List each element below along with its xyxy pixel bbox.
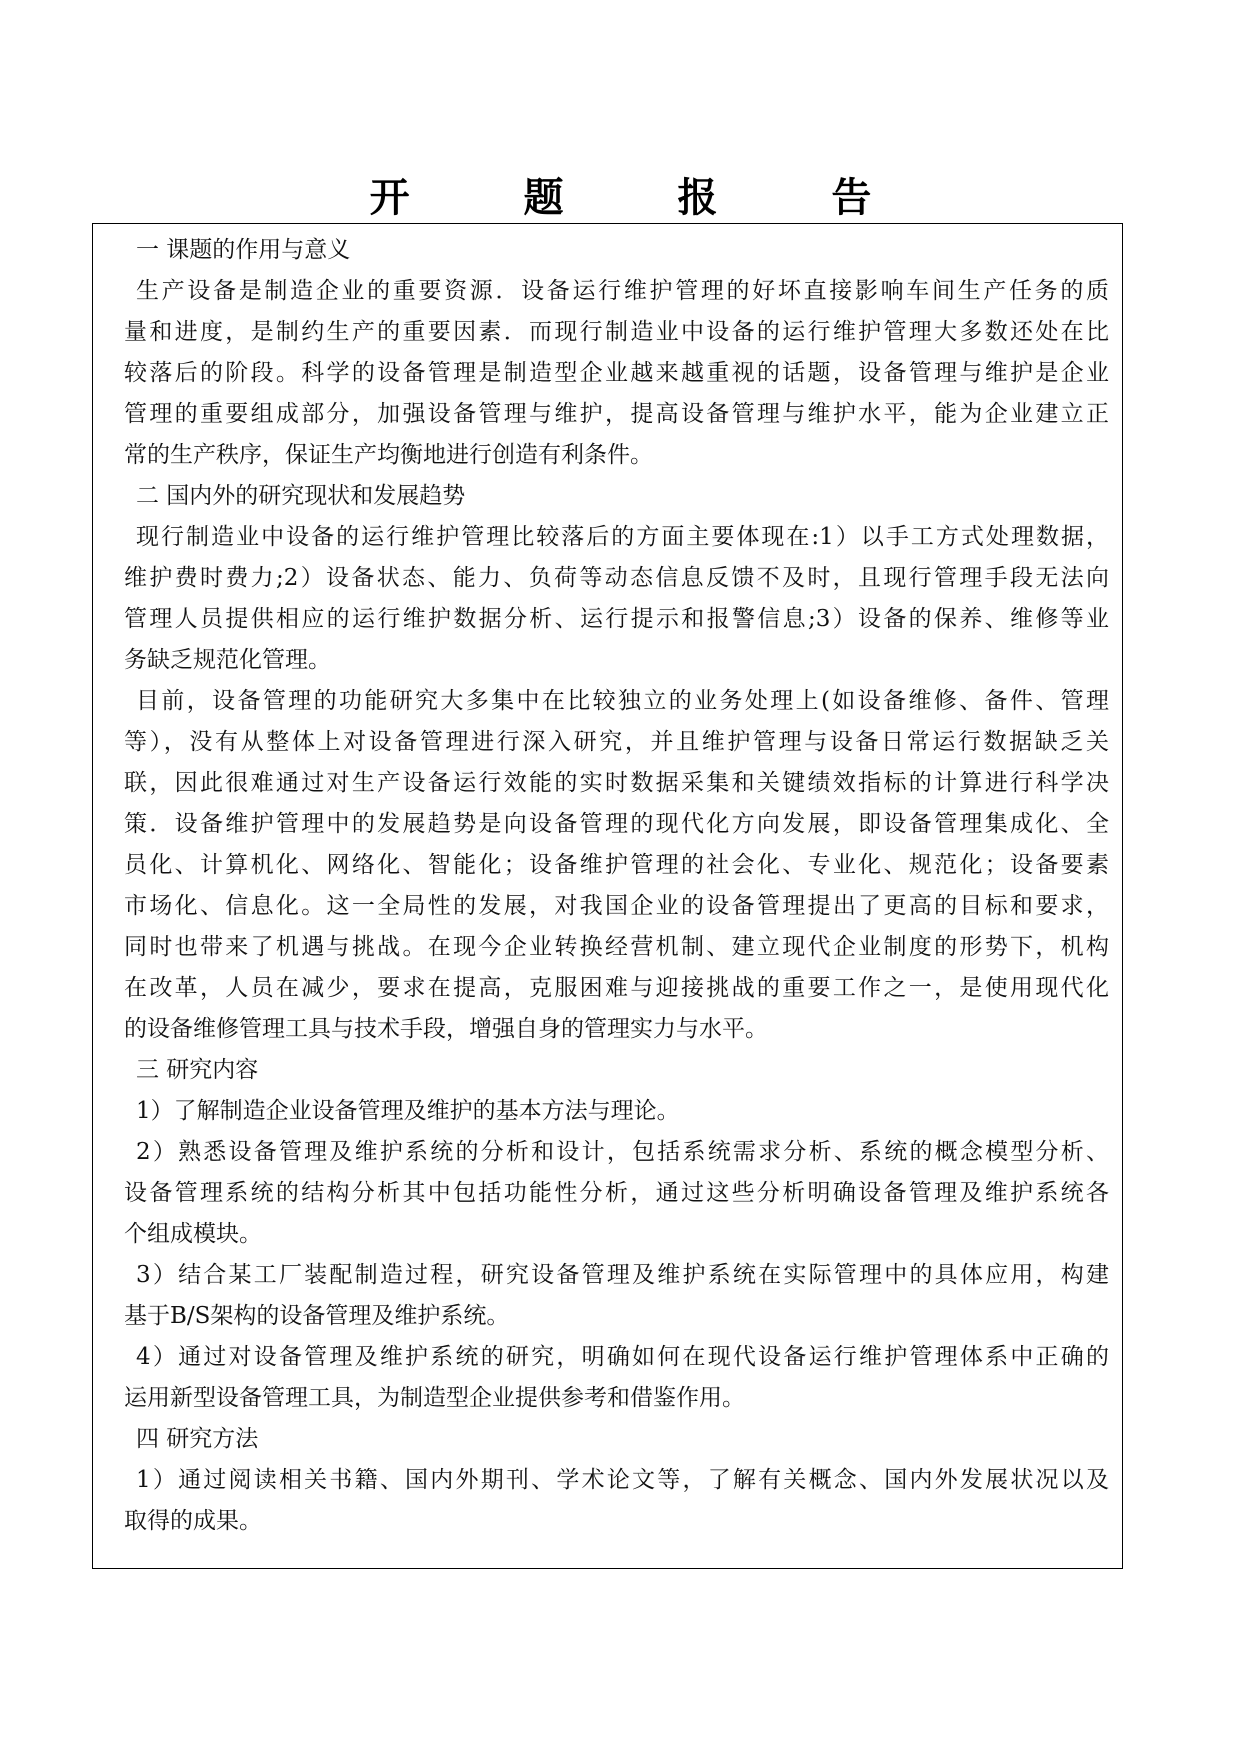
section-heading: 四 研究方法	[136, 1426, 259, 1452]
paragraph-line: 的设备维修管理工具与技术手段，增强自身的管理实力与水平。	[124, 1016, 768, 1042]
paragraph-line: 策．设备维护管理中的发展趋势是向设备管理的现代化方向发展，即设备管理集成化、全	[124, 811, 1109, 837]
paragraph-line: 联，因此很难通过对生产设备运行效能的实时数据采集和关键绩效指标的计算进行科学决	[124, 770, 1109, 796]
section-heading: 一 课题的作用与意义	[136, 237, 351, 263]
paragraph-line: 员化、计算机化、网络化、智能化；设备维护管理的社会化、专业化、规范化；设备要素	[124, 852, 1109, 878]
paragraph-line: 生产设备是制造企业的重要资源．设备运行维护管理的好坏直接影响车间生产任务的质	[136, 278, 1109, 304]
paragraph-line: 运用新型设备管理工具，为制造型企业提供参考和借鉴作用。	[124, 1385, 745, 1411]
list-item: 4）通过对设备管理及维护系统的研究，明确如何在现代设备运行维护管理体系中正确的	[136, 1344, 1109, 1370]
paragraph-line: 等），没有从整体上对设备管理进行深入研究，并且维护管理与设备日常运行数据缺乏关	[124, 729, 1109, 755]
list-item: 2）熟悉设备管理及维护系统的分析和设计，包括系统需求分析、系统的概念模型分析、	[136, 1139, 1109, 1165]
paragraph-line: 维护费时费力;2）设备状态、能力、负荷等动态信息反馈不及时，且现行管理手段无法向	[124, 565, 1109, 591]
paragraph-line: 常的生产秩序，保证生产均衡地进行创造有利条件。	[124, 442, 653, 468]
paragraph-line: 在改革，人员在减少，要求在提高，克服困难与迎接挑战的重要工作之一，是使用现代化	[124, 975, 1109, 1001]
section-heading: 三 研究内容	[136, 1057, 259, 1083]
paragraph-line: 管理人员提供相应的运行维护数据分析、运行提示和报警信息;3）设备的保养、维修等业	[124, 606, 1109, 632]
paragraph-line: 管理的重要组成部分，加强设备管理与维护，提高设备管理与维护水平，能为企业建立正	[124, 401, 1109, 427]
report-body	[124, 230, 1109, 1542]
list-item: 1）了解制造企业设备管理及维护的基本方法与理论。	[136, 1098, 680, 1124]
paragraph-line: 市场化、信息化。这一全局性的发展，对我国企业的设备管理提出了更高的目标和要求，	[124, 893, 1109, 919]
paragraph-line: 较落后的阶段。科学的设备管理是制造型企业越来越重视的话题，设备管理与维护是企业	[124, 360, 1109, 386]
paragraph-line: 个组成模块。	[124, 1221, 262, 1247]
paragraph-line: 量和进度，是制约生产的重要因素．而现行制造业中设备的运行维护管理大多数还处在比	[124, 319, 1109, 345]
paragraph-line: 基于B/S架构的设备管理及维护系统。	[124, 1303, 510, 1329]
paragraph-line: 取得的成果。	[124, 1508, 262, 1534]
paragraph-line: 现行制造业中设备的运行维护管理比较落后的方面主要体现在:1）以手工方式处理数据，	[136, 524, 1109, 550]
list-item: 1）通过阅读相关书籍、国内外期刊、学术论文等，了解有关概念、国内外发展状况以及	[136, 1467, 1109, 1493]
page-title: 开 题 报 告	[369, 175, 922, 221]
paragraph-line: 目前，设备管理的功能研究大多集中在比较独立的业务处理上(如设备维修、备件、管理	[136, 688, 1109, 714]
paragraph-line: 务缺乏规范化管理。	[124, 647, 331, 673]
section-heading: 二 国内外的研究现状和发展趋势	[136, 483, 466, 509]
paragraph-line: 同时也带来了机遇与挑战。在现今企业转换经营机制、建立现代企业制度的形势下，机构	[124, 934, 1109, 960]
list-item: 3）结合某工厂装配制造过程，研究设备管理及维护系统在实际管理中的具体应用，构建	[136, 1262, 1109, 1288]
paragraph-line: 设备管理系统的结构分析其中包括功能性分析，通过这些分析明确设备管理及维护系统各	[124, 1180, 1109, 1206]
